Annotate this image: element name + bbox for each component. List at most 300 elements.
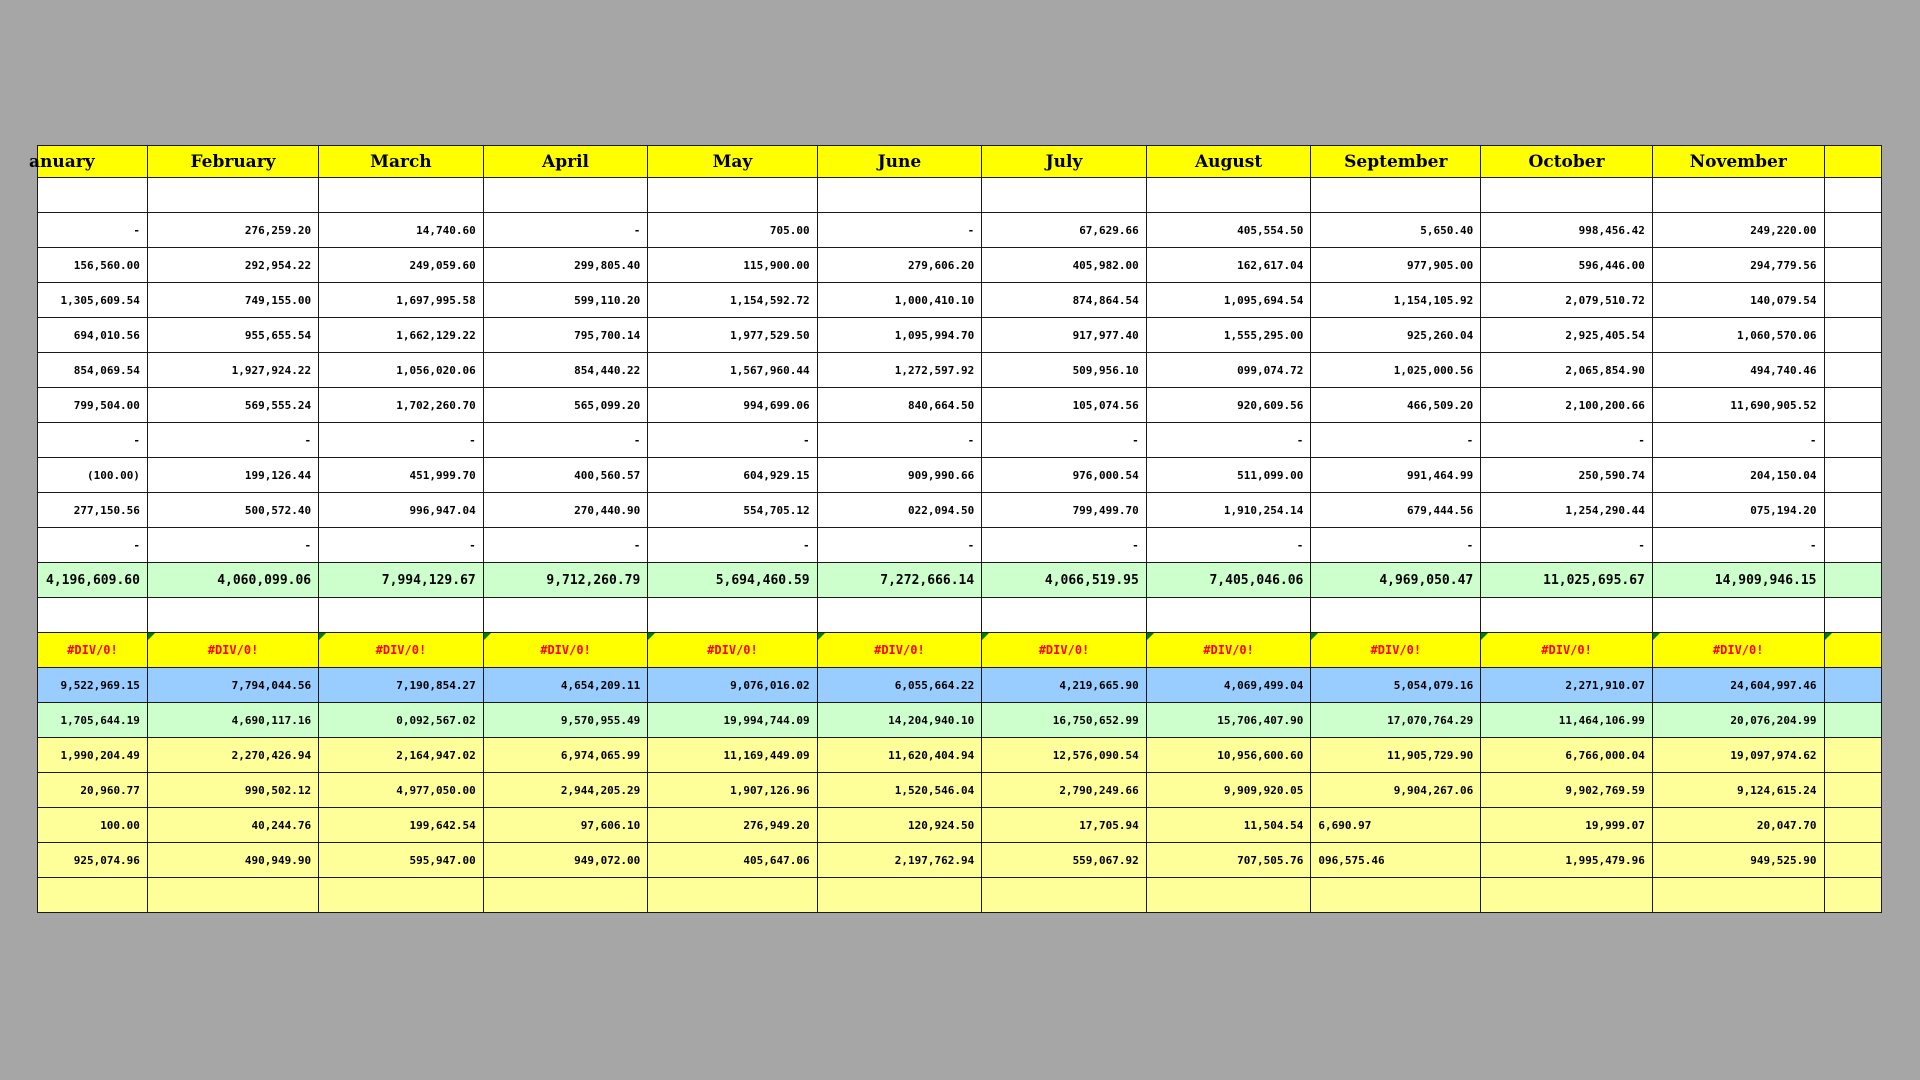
value-cell[interactable] xyxy=(1146,178,1311,213)
value-cell[interactable] xyxy=(1311,493,1481,528)
value-cell[interactable] xyxy=(319,878,484,913)
value-cell[interactable] xyxy=(1652,843,1824,878)
value-cell[interactable] xyxy=(1652,738,1824,773)
value-cell[interactable] xyxy=(147,808,318,843)
value-cell[interactable] xyxy=(38,493,148,528)
value-cell[interactable] xyxy=(483,178,648,213)
value-cell[interactable] xyxy=(1481,458,1653,493)
value-cell[interactable] xyxy=(147,353,318,388)
value-cell[interactable] xyxy=(1824,843,1881,878)
value-cell[interactable] xyxy=(147,668,318,703)
value-cell[interactable] xyxy=(1652,528,1824,563)
value-cell[interactable] xyxy=(1311,598,1481,633)
value-cell[interactable] xyxy=(982,423,1147,458)
error-cell[interactable] xyxy=(1146,633,1311,668)
value-cell[interactable] xyxy=(982,843,1147,878)
value-cell[interactable] xyxy=(483,458,648,493)
cell-text: 1,000,410.10 xyxy=(894,293,975,307)
cell-text: 1,060,570.06 xyxy=(1737,328,1817,342)
value-cell[interactable] xyxy=(147,423,318,458)
error-cell[interactable] xyxy=(1481,633,1653,668)
value-cell[interactable] xyxy=(483,563,648,598)
value-cell[interactable] xyxy=(38,248,148,283)
value-cell[interactable] xyxy=(817,423,982,458)
value-cell[interactable] xyxy=(319,178,484,213)
value-cell[interactable] xyxy=(1146,493,1311,528)
value-cell[interactable] xyxy=(1146,738,1311,773)
value-cell[interactable] xyxy=(1652,423,1824,458)
value-cell[interactable] xyxy=(1481,878,1653,913)
error-cell[interactable] xyxy=(1824,633,1881,668)
value-cell[interactable] xyxy=(648,353,817,388)
error-cell[interactable] xyxy=(1311,633,1481,668)
value-cell[interactable] xyxy=(1311,738,1481,773)
month-header-cell[interactable]: March xyxy=(319,146,484,178)
value-cell[interactable] xyxy=(817,878,982,913)
value-cell[interactable] xyxy=(38,668,148,703)
value-cell[interactable] xyxy=(817,773,982,808)
value-cell[interactable] xyxy=(1481,283,1653,318)
value-cell[interactable] xyxy=(483,283,648,318)
value-cell[interactable] xyxy=(1481,738,1653,773)
value-cell[interactable] xyxy=(1481,213,1653,248)
value-cell[interactable] xyxy=(147,178,318,213)
value-cell[interactable] xyxy=(38,528,148,563)
value-cell[interactable] xyxy=(982,808,1147,843)
value-cell[interactable] xyxy=(1652,283,1824,318)
value-cell[interactable] xyxy=(1481,353,1653,388)
cell-text: 250,590.74 xyxy=(1578,468,1645,482)
value-cell[interactable] xyxy=(1146,843,1311,878)
value-cell[interactable] xyxy=(1652,773,1824,808)
value-cell[interactable] xyxy=(982,878,1147,913)
error-indicator-icon xyxy=(1311,633,1318,640)
error-cell[interactable] xyxy=(38,633,148,668)
value-cell[interactable] xyxy=(1311,773,1481,808)
value-cell[interactable] xyxy=(1311,528,1481,563)
value-cell[interactable] xyxy=(1146,353,1311,388)
value-cell[interactable] xyxy=(1824,423,1881,458)
value-cell[interactable] xyxy=(1481,388,1653,423)
value-cell[interactable] xyxy=(38,388,148,423)
value-cell[interactable] xyxy=(1481,423,1653,458)
value-cell[interactable] xyxy=(1481,318,1653,353)
cell-text: 14,204,940.10 xyxy=(888,713,975,727)
value-cell[interactable] xyxy=(319,388,484,423)
value-cell[interactable] xyxy=(147,878,318,913)
value-cell[interactable] xyxy=(38,703,148,738)
value-cell[interactable] xyxy=(319,528,484,563)
value-cell[interactable] xyxy=(319,668,484,703)
value-cell[interactable] xyxy=(817,388,982,423)
value-cell[interactable] xyxy=(1311,458,1481,493)
cell-text: 7,272,666.14 xyxy=(880,572,975,588)
value-cell[interactable] xyxy=(1652,458,1824,493)
value-cell[interactable] xyxy=(982,563,1147,598)
value-cell[interactable] xyxy=(147,248,318,283)
value-cell[interactable] xyxy=(648,388,817,423)
value-cell[interactable] xyxy=(1146,598,1311,633)
value-cell[interactable] xyxy=(38,738,148,773)
cell-text: 249,220.00 xyxy=(1750,223,1817,237)
error-cell[interactable] xyxy=(483,633,648,668)
value-cell[interactable] xyxy=(1824,703,1881,738)
value-cell[interactable] xyxy=(483,668,648,703)
value-cell[interactable] xyxy=(648,213,817,248)
value-cell[interactable] xyxy=(817,458,982,493)
value-cell[interactable] xyxy=(1652,213,1824,248)
value-cell[interactable] xyxy=(1311,388,1481,423)
value-cell[interactable] xyxy=(1146,283,1311,318)
value-cell[interactable] xyxy=(483,878,648,913)
cell-text: 854,069.54 xyxy=(73,363,140,377)
value-cell[interactable] xyxy=(648,878,817,913)
value-cell[interactable] xyxy=(38,458,148,493)
cell-text: (100.00) xyxy=(86,468,140,482)
value-cell[interactable] xyxy=(1652,668,1824,703)
value-cell[interactable] xyxy=(147,283,318,318)
value-cell[interactable] xyxy=(1311,353,1481,388)
cell-text: 596,446.00 xyxy=(1578,258,1645,272)
value-cell[interactable] xyxy=(1146,423,1311,458)
value-cell[interactable] xyxy=(319,563,484,598)
error-cell[interactable] xyxy=(319,633,484,668)
value-cell[interactable] xyxy=(1824,283,1881,318)
value-cell[interactable] xyxy=(982,738,1147,773)
value-cell[interactable] xyxy=(1652,598,1824,633)
value-cell[interactable] xyxy=(648,318,817,353)
value-cell[interactable] xyxy=(817,843,982,878)
value-cell[interactable] xyxy=(1481,528,1653,563)
cell-text: 705.00 xyxy=(769,223,810,237)
value-cell[interactable] xyxy=(1311,423,1481,458)
cell-text: 466,509.20 xyxy=(1407,398,1474,412)
value-cell[interactable] xyxy=(38,878,148,913)
value-cell[interactable] xyxy=(319,248,484,283)
value-cell[interactable] xyxy=(982,528,1147,563)
value-cell[interactable] xyxy=(1824,493,1881,528)
value-cell[interactable] xyxy=(1824,598,1881,633)
cell-text: - xyxy=(802,538,810,552)
value-cell[interactable] xyxy=(319,738,484,773)
value-cell[interactable] xyxy=(817,528,982,563)
value-cell[interactable] xyxy=(1824,388,1881,423)
value-cell[interactable] xyxy=(1311,178,1481,213)
value-cell[interactable] xyxy=(38,213,148,248)
value-cell[interactable] xyxy=(982,213,1147,248)
value-cell[interactable] xyxy=(147,458,318,493)
value-cell[interactable] xyxy=(38,563,148,598)
value-cell[interactable] xyxy=(648,178,817,213)
error-cell[interactable] xyxy=(1652,633,1824,668)
value-cell[interactable] xyxy=(1146,213,1311,248)
value-cell[interactable] xyxy=(1311,248,1481,283)
value-cell[interactable] xyxy=(147,773,318,808)
value-cell[interactable] xyxy=(1481,808,1653,843)
cell-text: - xyxy=(967,538,975,552)
value-cell[interactable] xyxy=(982,703,1147,738)
value-cell[interactable] xyxy=(483,598,648,633)
value-cell[interactable] xyxy=(648,248,817,283)
value-cell[interactable] xyxy=(1652,493,1824,528)
month-header-cell[interactable]: August xyxy=(1146,146,1311,178)
value-cell[interactable] xyxy=(483,423,648,458)
value-cell[interactable] xyxy=(1311,843,1481,878)
value-cell[interactable] xyxy=(1652,178,1824,213)
value-cell[interactable] xyxy=(1146,668,1311,703)
value-cell[interactable] xyxy=(648,423,817,458)
value-cell[interactable] xyxy=(1824,668,1881,703)
value-cell[interactable] xyxy=(648,598,817,633)
value-cell[interactable] xyxy=(817,808,982,843)
value-cell[interactable] xyxy=(817,493,982,528)
value-cell[interactable] xyxy=(982,283,1147,318)
cell-text: 1,305,609.54 xyxy=(60,293,140,307)
cell-text: - xyxy=(1809,538,1817,552)
cell-text: 599,110.20 xyxy=(574,293,641,307)
value-cell[interactable] xyxy=(319,773,484,808)
value-cell[interactable] xyxy=(1146,563,1311,598)
cell-text: 105,074.56 xyxy=(1072,398,1139,412)
value-cell[interactable] xyxy=(1146,773,1311,808)
value-cell[interactable] xyxy=(38,353,148,388)
value-cell[interactable] xyxy=(1311,668,1481,703)
value-cell[interactable] xyxy=(1824,353,1881,388)
value-cell[interactable] xyxy=(147,318,318,353)
cell-text: - xyxy=(1638,433,1645,447)
value-cell[interactable] xyxy=(1652,318,1824,353)
value-cell[interactable] xyxy=(817,353,982,388)
value-cell[interactable] xyxy=(817,563,982,598)
value-cell[interactable] xyxy=(319,598,484,633)
value-cell[interactable] xyxy=(319,808,484,843)
error-indicator-icon xyxy=(1825,633,1832,640)
value-cell[interactable] xyxy=(1481,598,1653,633)
value-cell[interactable] xyxy=(1824,213,1881,248)
month-header-cell[interactable]: February xyxy=(147,146,318,178)
value-cell[interactable] xyxy=(982,388,1147,423)
error-indicator-icon xyxy=(648,633,655,640)
value-cell[interactable] xyxy=(1146,458,1311,493)
value-cell[interactable] xyxy=(982,668,1147,703)
value-cell[interactable] xyxy=(648,703,817,738)
month-header-cell[interactable]: July xyxy=(982,146,1147,178)
value-cell[interactable] xyxy=(817,668,982,703)
value-cell[interactable] xyxy=(38,598,148,633)
month-header-cell[interactable] xyxy=(1824,146,1881,178)
value-cell[interactable] xyxy=(483,808,648,843)
value-cell[interactable] xyxy=(319,213,484,248)
value-cell[interactable] xyxy=(483,703,648,738)
value-cell[interactable] xyxy=(319,843,484,878)
value-cell[interactable] xyxy=(648,843,817,878)
value-cell[interactable] xyxy=(1824,738,1881,773)
value-cell[interactable] xyxy=(1824,178,1881,213)
green-row xyxy=(38,703,1882,738)
value-cell[interactable] xyxy=(1146,703,1311,738)
value-cell[interactable] xyxy=(648,668,817,703)
value-cell[interactable] xyxy=(982,178,1147,213)
value-cell[interactable] xyxy=(1481,703,1653,738)
value-cell[interactable] xyxy=(817,178,982,213)
value-cell[interactable] xyxy=(982,773,1147,808)
value-cell[interactable] xyxy=(982,598,1147,633)
month-header-cell[interactable]: June xyxy=(817,146,982,178)
value-cell[interactable] xyxy=(319,283,484,318)
month-header-cell[interactable]: anuary xyxy=(38,146,148,178)
value-cell[interactable] xyxy=(1146,318,1311,353)
value-cell[interactable] xyxy=(1824,878,1881,913)
value-cell[interactable] xyxy=(1146,808,1311,843)
value-cell[interactable] xyxy=(38,178,148,213)
error-cell[interactable] xyxy=(147,633,318,668)
error-cell[interactable] xyxy=(648,633,817,668)
value-cell[interactable] xyxy=(1146,248,1311,283)
value-cell[interactable] xyxy=(817,283,982,318)
value-cell[interactable] xyxy=(483,493,648,528)
value-cell[interactable] xyxy=(319,493,484,528)
cell-text: 4,969,050.47 xyxy=(1379,572,1474,588)
blue-row xyxy=(38,668,1882,703)
data-row xyxy=(38,318,1882,353)
value-cell[interactable] xyxy=(1824,563,1881,598)
value-cell[interactable] xyxy=(319,458,484,493)
value-cell[interactable] xyxy=(147,528,318,563)
value-cell[interactable] xyxy=(1311,563,1481,598)
value-cell[interactable] xyxy=(147,843,318,878)
value-cell[interactable] xyxy=(1481,668,1653,703)
value-cell[interactable] xyxy=(1481,178,1653,213)
value-cell[interactable] xyxy=(147,738,318,773)
value-cell[interactable] xyxy=(1311,213,1481,248)
value-cell[interactable] xyxy=(1652,248,1824,283)
value-cell[interactable] xyxy=(648,738,817,773)
value-cell[interactable] xyxy=(1824,318,1881,353)
value-cell[interactable] xyxy=(1481,493,1653,528)
value-cell[interactable] xyxy=(982,493,1147,528)
value-cell[interactable] xyxy=(1481,773,1653,808)
value-cell[interactable] xyxy=(1652,808,1824,843)
value-cell[interactable] xyxy=(1146,528,1311,563)
value-cell[interactable] xyxy=(1824,773,1881,808)
value-cell[interactable] xyxy=(1481,563,1653,598)
value-cell[interactable] xyxy=(147,213,318,248)
value-cell[interactable] xyxy=(1824,248,1881,283)
value-cell[interactable] xyxy=(1311,318,1481,353)
value-cell[interactable] xyxy=(817,213,982,248)
cell-text: 9,902,769.59 xyxy=(1565,783,1645,797)
value-cell[interactable] xyxy=(648,528,817,563)
value-cell[interactable] xyxy=(648,563,817,598)
value-cell[interactable] xyxy=(1146,878,1311,913)
value-cell[interactable] xyxy=(38,423,148,458)
value-cell[interactable] xyxy=(1824,808,1881,843)
value-cell[interactable] xyxy=(1481,843,1653,878)
value-cell[interactable] xyxy=(38,318,148,353)
month-header-cell[interactable]: September xyxy=(1311,146,1481,178)
value-cell[interactable] xyxy=(319,423,484,458)
value-cell[interactable] xyxy=(147,703,318,738)
value-cell[interactable] xyxy=(648,283,817,318)
value-cell[interactable] xyxy=(982,458,1147,493)
value-cell[interactable] xyxy=(817,318,982,353)
value-cell[interactable] xyxy=(483,388,648,423)
cell-text: 15,706,407.90 xyxy=(1217,713,1304,727)
value-cell[interactable] xyxy=(648,808,817,843)
value-cell[interactable] xyxy=(1652,353,1824,388)
value-cell[interactable] xyxy=(38,843,148,878)
value-cell[interactable] xyxy=(982,318,1147,353)
error-cell[interactable] xyxy=(817,633,982,668)
value-cell[interactable] xyxy=(483,213,648,248)
value-cell[interactable] xyxy=(1311,808,1481,843)
value-cell[interactable] xyxy=(483,773,648,808)
cell-text: 20,047.70 xyxy=(1756,818,1817,832)
value-cell[interactable] xyxy=(1652,563,1824,598)
value-cell[interactable] xyxy=(147,563,318,598)
value-cell[interactable] xyxy=(817,248,982,283)
cell-text: 299,805.40 xyxy=(574,258,641,272)
cell-text: - xyxy=(1132,538,1139,552)
value-cell[interactable] xyxy=(1311,878,1481,913)
cell-text: 996,947.04 xyxy=(409,503,476,517)
value-cell[interactable] xyxy=(38,773,148,808)
value-cell[interactable] xyxy=(1652,388,1824,423)
value-cell[interactable] xyxy=(38,808,148,843)
cell-text: 11,690,905.52 xyxy=(1730,398,1817,412)
value-cell[interactable] xyxy=(1824,528,1881,563)
value-cell[interactable] xyxy=(648,493,817,528)
error-indicator-icon xyxy=(484,633,491,640)
value-cell[interactable] xyxy=(1824,458,1881,493)
value-cell[interactable] xyxy=(38,283,148,318)
cell-text: 7,190,854.27 xyxy=(396,678,476,692)
value-cell[interactable] xyxy=(817,703,982,738)
value-cell[interactable] xyxy=(1481,248,1653,283)
value-cell[interactable] xyxy=(319,318,484,353)
value-cell[interactable] xyxy=(982,248,1147,283)
value-cell[interactable] xyxy=(648,458,817,493)
value-cell[interactable] xyxy=(483,248,648,283)
error-cell[interactable] xyxy=(982,633,1147,668)
value-cell[interactable] xyxy=(147,598,318,633)
month-header-cell[interactable]: April xyxy=(483,146,648,178)
value-cell[interactable] xyxy=(147,388,318,423)
value-cell[interactable] xyxy=(1652,703,1824,738)
value-cell[interactable] xyxy=(982,353,1147,388)
value-cell[interactable] xyxy=(147,493,318,528)
value-cell[interactable] xyxy=(483,318,648,353)
value-cell[interactable] xyxy=(1652,878,1824,913)
value-cell[interactable] xyxy=(817,738,982,773)
value-cell[interactable] xyxy=(483,353,648,388)
month-header-cell[interactable]: October xyxy=(1481,146,1653,178)
value-cell[interactable] xyxy=(648,773,817,808)
value-cell[interactable] xyxy=(817,598,982,633)
month-header-cell[interactable]: November xyxy=(1652,146,1824,178)
month-header-cell[interactable]: May xyxy=(648,146,817,178)
value-cell[interactable] xyxy=(483,738,648,773)
value-cell[interactable] xyxy=(319,353,484,388)
value-cell[interactable] xyxy=(1311,283,1481,318)
cell-text: 451,999.70 xyxy=(409,468,476,482)
cell-text: 991,464.99 xyxy=(1407,468,1474,482)
value-cell[interactable] xyxy=(483,528,648,563)
value-cell[interactable] xyxy=(1311,703,1481,738)
value-cell[interactable] xyxy=(1146,388,1311,423)
value-cell[interactable] xyxy=(483,843,648,878)
value-cell[interactable] xyxy=(319,703,484,738)
